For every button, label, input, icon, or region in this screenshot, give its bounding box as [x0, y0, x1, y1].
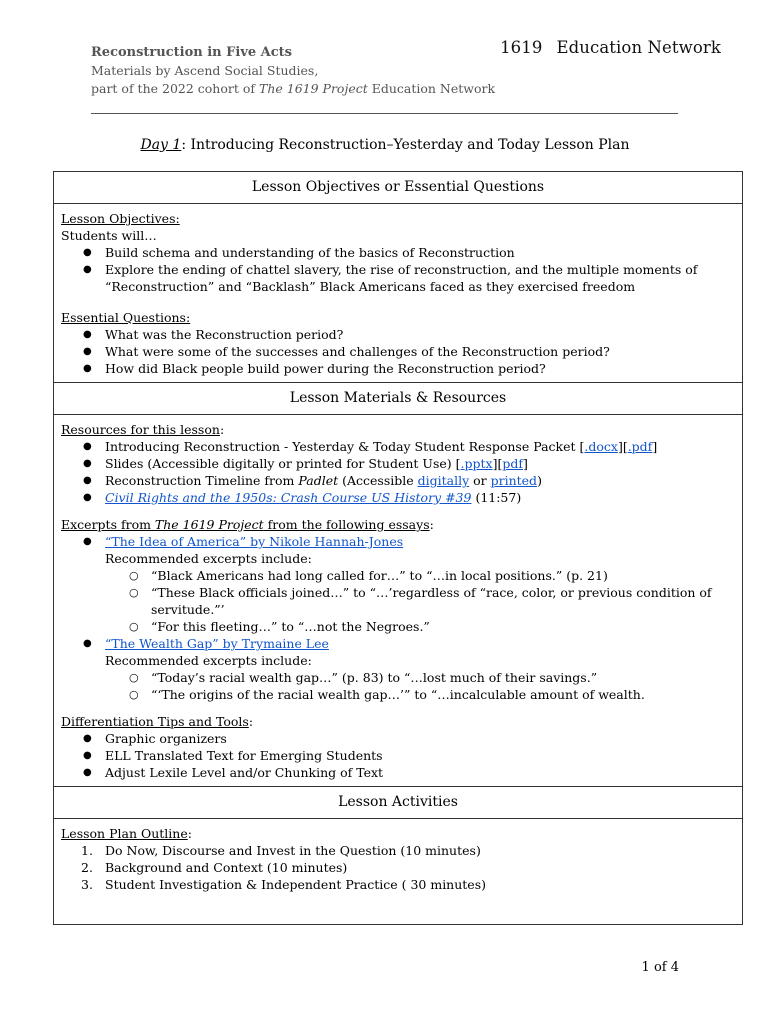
- materials-section: [54, 415, 742, 786]
- differentiation-label: Differentiation Tips and Tools:: [61, 714, 254, 729]
- list-item: 2. Background and Context (10 minutes): [81, 860, 348, 875]
- differentiation-list: [61, 730, 735, 781]
- list-item: ● ELL Translated Text for Emerging Students: [105, 747, 735, 764]
- list-item: ○ “These Black officials joined…” to “…’regardless of “race, color, or previous condition of servitude.”’: [151, 584, 735, 618]
- list-item: ● What was the Reconstruction period?: [105, 326, 735, 343]
- education-network-logo: 1619 Education Network: [500, 38, 721, 57]
- list-item: ● Civil Rights and the 1950s: Crash Course US History #39 (11:57): [105, 489, 735, 506]
- materials-heading: Lesson Materials & Resources: [54, 382, 742, 415]
- objectives-heading: Lesson Objectives or Essential Questions: [54, 172, 742, 204]
- activities-heading: Lesson Activities: [54, 786, 742, 819]
- header-divider: [91, 113, 678, 114]
- response-packet-pdf-link[interactable]: .pdf: [627, 439, 653, 454]
- timeline-printed-link[interactable]: printed: [490, 473, 538, 488]
- list-item: ● Reconstruction Timeline from Padlet (Accessible digitally or printed): [105, 472, 735, 489]
- objectives-intro: Students will…: [61, 228, 157, 243]
- list-item: [105, 533, 735, 635]
- page-number: 1 of 4: [641, 960, 679, 975]
- list-item: ● What were some of the successes and challenges of the Reconstruction period?: [105, 343, 735, 360]
- series-title: Reconstruction in Five Acts: [91, 45, 293, 60]
- slides-pdf-link[interactable]: pdf: [502, 456, 523, 471]
- list-item: ● How did Black people build power during the Reconstruction period?: [105, 360, 735, 377]
- cohort-credit: part of the 2022 cohort of The 1619 Project Education Network: [91, 81, 496, 96]
- list-item: 1. Do Now, Discourse and Invest in the Question (10 minutes): [81, 843, 481, 858]
- excerpts-label: Excerpts from The 1619 Project from the following essays:: [61, 517, 434, 532]
- crash-course-video-link[interactable]: Civil Rights and the 1950s: Crash Course US History #39: [105, 490, 472, 505]
- materials-credit: Materials by Ascend Social Studies,: [91, 63, 319, 78]
- list-item: ● Slides (Accessible digitally or printed for Student Use) [.pptx][pdf]: [105, 455, 735, 472]
- list-item: ● Graphic organizers: [105, 730, 735, 747]
- idea-of-america-link[interactable]: “The Idea of America” by Nikole Hannah-Jones: [105, 534, 404, 549]
- excerpt-list: [105, 669, 735, 703]
- activities-section: [54, 819, 742, 898]
- list-item: ● Introducing Reconstruction - Yesterday & Today Student Response Packet [.docx][.pdf]: [105, 438, 735, 455]
- list-item: ○ “‘The origins of the racial wealth gap…’” to “…incalculable amount of wealth.: [151, 686, 735, 703]
- response-packet-docx-link[interactable]: .docx: [584, 439, 618, 454]
- objectives-section: [54, 204, 742, 382]
- list-item: ○ “For this fleeting…” to “…not the Negroes.”: [151, 618, 735, 635]
- objectives-label: Lesson Objectives:: [61, 211, 180, 226]
- outline-label: Lesson Plan Outline:: [61, 826, 192, 841]
- list-item: ● Adjust Lexile Level and/or Chunking of Text: [105, 764, 735, 781]
- list-item: [105, 635, 735, 703]
- essays-list: [61, 533, 735, 703]
- wealth-gap-link[interactable]: “The Wealth Gap” by Trymaine Lee: [105, 636, 329, 651]
- timeline-digital-link[interactable]: digitally: [417, 473, 470, 488]
- list-item: ● Explore the ending of chattel slavery, the rise of reconstruction, and the multiple moments of “Reconstruction” and “Backlash” Black Americans faced as they exercised freedom: [105, 261, 735, 295]
- essential-questions-label: Essential Questions:: [61, 310, 191, 325]
- recommended-label: Recommended excerpts include:: [105, 653, 312, 668]
- lesson-plan-table: [53, 171, 743, 925]
- resources-list: [61, 438, 735, 506]
- lesson-plan-title: Day 1: Introducing Reconstruction–Yesterday and Today Lesson Plan: [140, 137, 630, 153]
- list-item: 3. Student Investigation & Independent Practice ( 30 minutes): [81, 877, 486, 892]
- outline-list: [61, 842, 735, 893]
- excerpt-list: [105, 567, 735, 635]
- page-header: [91, 38, 721, 98]
- list-item: ○ “Today’s racial wealth gap…” (p. 83) to “…lost much of their savings.”: [151, 669, 735, 686]
- objectives-list: [61, 244, 735, 295]
- list-item: ● Build schema and understanding of the basics of Reconstruction: [105, 244, 735, 261]
- list-item: ○ “Black Americans had long called for…” to “…in local positions.” (p. 21): [151, 567, 735, 584]
- essential-questions-list: [61, 326, 735, 377]
- slides-pptx-link[interactable]: .pptx: [460, 456, 493, 471]
- resources-label: Resources for this lesson:: [61, 422, 225, 437]
- recommended-label: Recommended excerpts include:: [105, 551, 312, 566]
